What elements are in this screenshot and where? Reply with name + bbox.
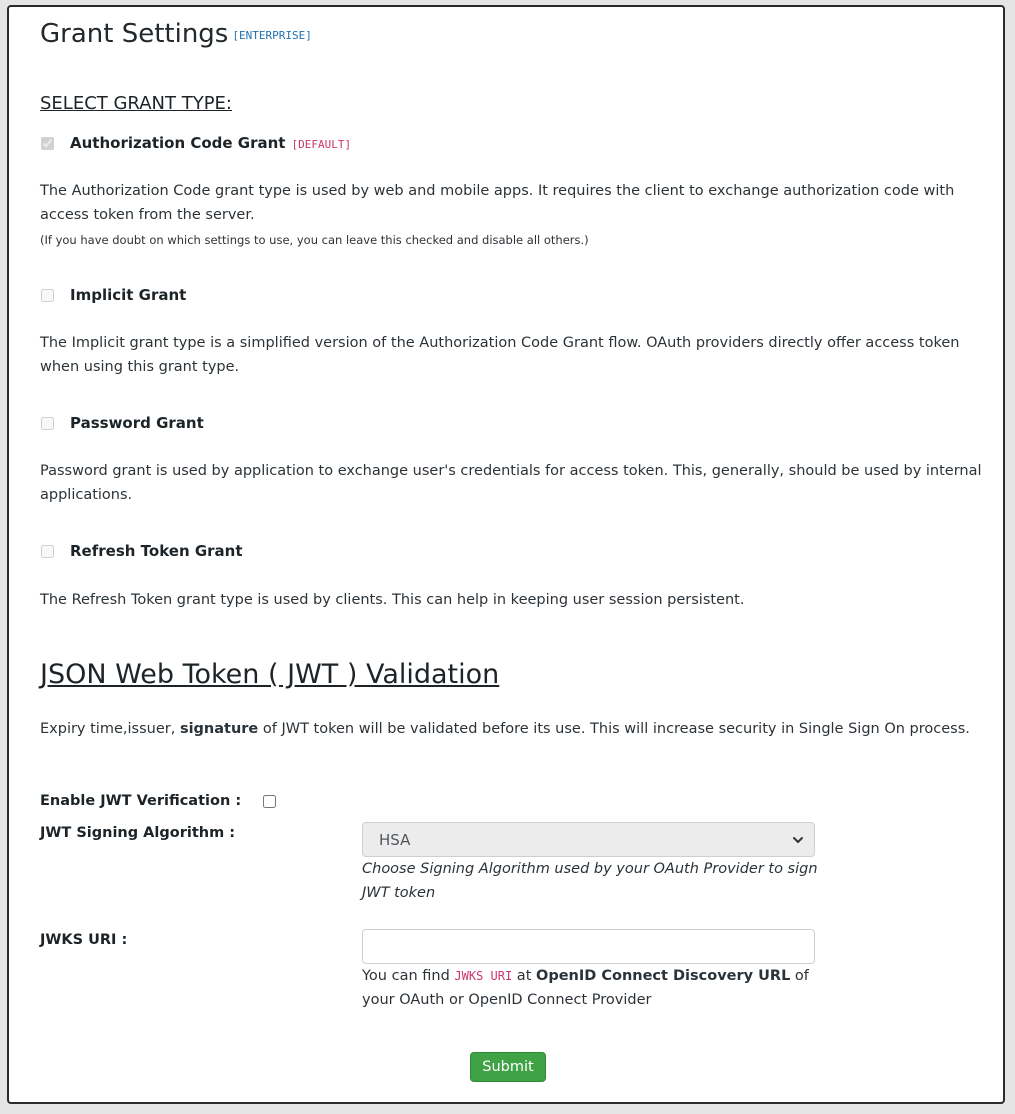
refresh-token-grant-label: Refresh Token Grant — [70, 542, 243, 560]
refresh-token-grant-checkbox[interactable] — [41, 545, 54, 558]
jwt-validation-heading: JSON Web Token ( JWT ) Validation — [40, 659, 500, 690]
enterprise-tag: [ENTERPRISE] — [232, 29, 312, 42]
jwks-hint-part-2: at — [512, 968, 536, 984]
authorization-code-grant-label — [70, 134, 351, 152]
password-grant-checkbox[interactable] — [41, 417, 54, 430]
password-grant-label: Password Grant — [70, 414, 204, 432]
chevron-down-icon — [792, 834, 804, 846]
authorization-code-grant-description: The Authorization Code grant type is used by web and mobile apps. It requires the client to exchange authorization code with access token from the server. — [40, 183, 955, 223]
implicit-grant-checkbox[interactable] — [41, 289, 54, 302]
jwt-signing-algorithm-value: HSA — [379, 830, 411, 849]
jwks-hint-discovery-url: OpenID Connect Discovery URL — [536, 968, 791, 984]
jwt-intro-part-2: of JWT token will be validated before its use. This will increase security in Single Sign On process. — [258, 721, 970, 737]
default-tag: [DEFAULT] — [291, 138, 352, 151]
jwks-uri-input[interactable] — [362, 929, 815, 964]
enable-jwt-label: Enable JWT Verification : — [40, 793, 242, 809]
enable-jwt-checkbox[interactable] — [263, 795, 276, 808]
grant-settings-panel — [7, 5, 1005, 1104]
grant-row-authorization-code — [40, 134, 351, 152]
jwt-intro-text — [40, 717, 985, 741]
grant-row-password — [40, 414, 204, 432]
jwks-uri-hint — [362, 964, 822, 1012]
grant-row-refresh-token — [40, 542, 243, 560]
grant-row-implicit — [40, 286, 186, 304]
submit-button[interactable]: Submit — [470, 1052, 546, 1082]
jwks-hint-part-1: You can find — [362, 968, 455, 984]
page-title — [40, 19, 312, 49]
jwt-signing-algorithm-label: JWT Signing Algorithm : — [40, 825, 236, 841]
jwt-intro-signature: signature — [179, 721, 259, 737]
jwks-hint-part-3: of your OAuth or OpenID Connect Provider — [362, 968, 809, 1008]
jwks-uri-label: JWKS URI : — [40, 932, 128, 948]
enable-jwt-row — [40, 793, 276, 809]
select-grant-type-heading: SELECT GRANT TYPE: — [40, 93, 232, 114]
page-title-text: Grant Settings — [40, 19, 229, 49]
jwt-signing-algorithm-hint: Choose Signing Algorithm used by your OAuth Provider to sign JWT token — [362, 861, 818, 901]
jwt-signing-algorithm-select[interactable] — [362, 822, 815, 857]
authorization-code-grant-label-text: Authorization Code Grant — [70, 134, 286, 152]
implicit-grant-description: The Implicit grant type is a simplified version of the Authorization Code Grant flow. OAuth providers directly offer access token when using this grant type. — [40, 335, 960, 375]
implicit-grant-label: Implicit Grant — [70, 286, 187, 304]
jwks-hint-code: JWKS URI — [454, 969, 513, 983]
authorization-code-grant-note: (If you have doubt on which settings to use, you can leave this checked and disable all others.) — [40, 233, 589, 247]
refresh-token-grant-description: The Refresh Token grant type is used by clients. This can help in keeping user session persistent. — [40, 592, 745, 608]
password-grant-description: Password grant is used by application to exchange user's credentials for access token. This, generally, should be used by internal applications. — [40, 463, 982, 503]
authorization-code-grant-checkbox[interactable] — [41, 137, 54, 150]
jwt-intro-part-1: Expiry time,issuer, — [40, 721, 180, 737]
